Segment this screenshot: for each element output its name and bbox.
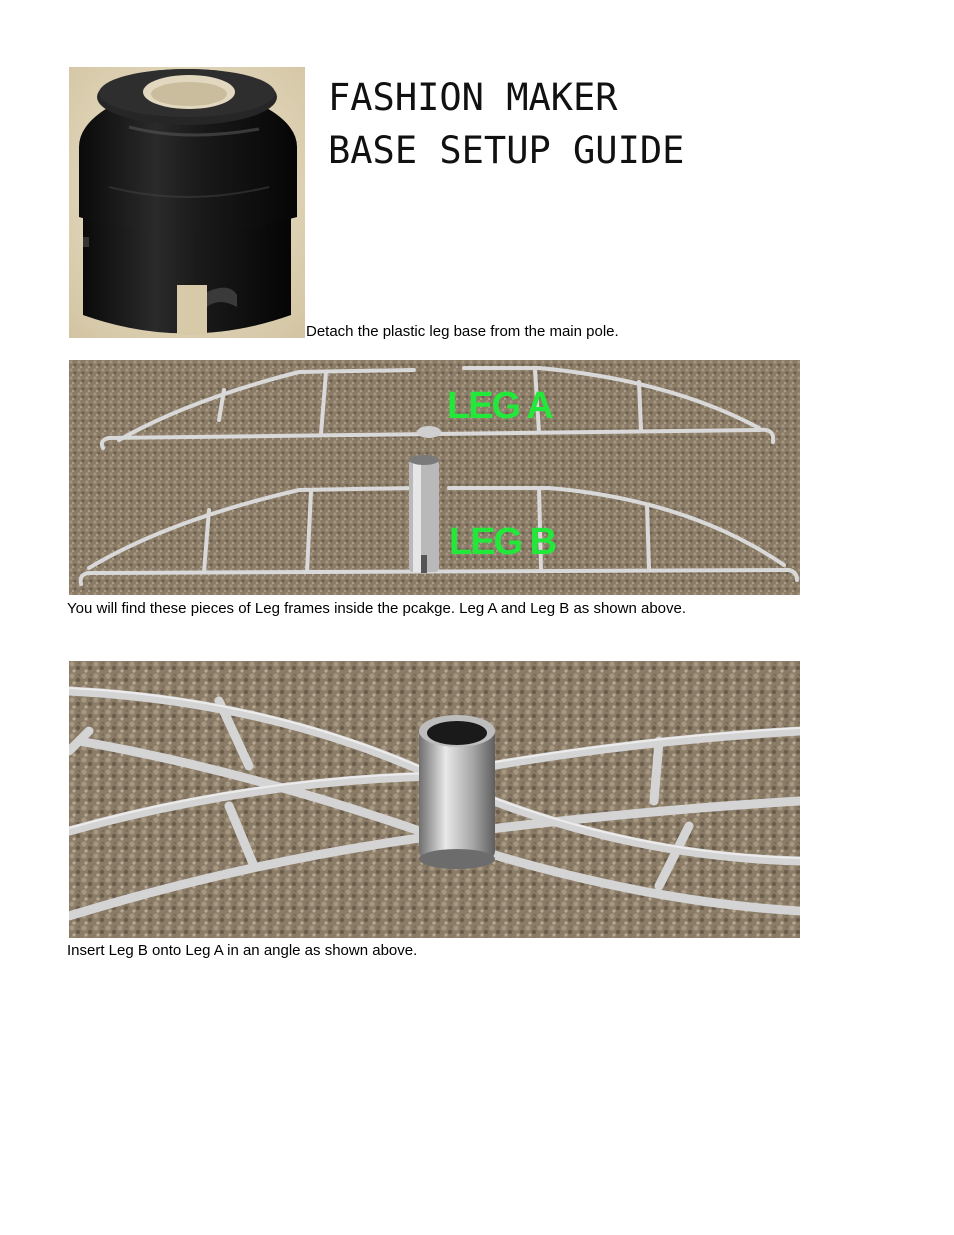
leg-frames-photo [69,360,800,595]
step-2-caption: You will find these pieces of Leg frames inside the pcakge. Leg A and Leg B as shown above. [67,600,687,617]
leg-b-label: LEG B [449,521,556,563]
step-3-caption: Insert Leg B onto Leg A in an angle as shown above. [67,942,418,959]
step-1-caption: Detach the plastic leg base from the main pole. [306,323,619,340]
plastic-leg-base-photo [69,67,305,338]
page-title-line-2: BASE SETUP GUIDE [328,129,685,172]
leg-a-label: LEG A [447,385,552,427]
assembled-legs-photo [69,661,800,938]
page-title-line-1: FASHION MAKER [328,76,618,119]
